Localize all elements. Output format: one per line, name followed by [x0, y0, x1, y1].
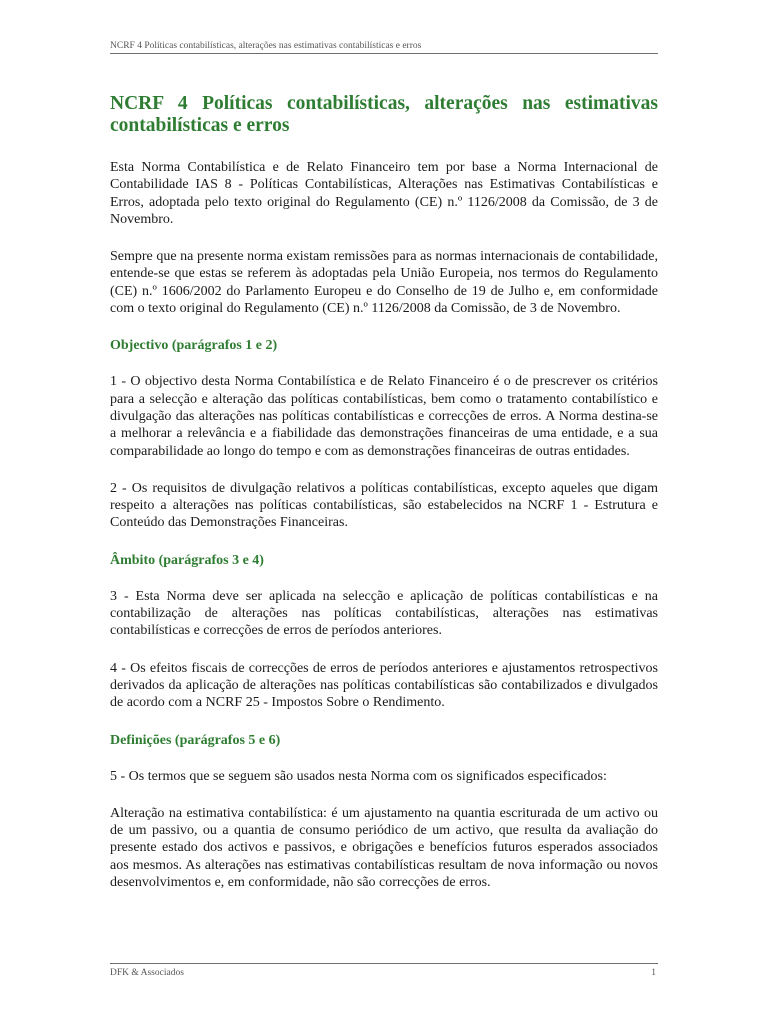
intro-paragraph-2: Sempre que na presente norma existam remissões para as normas internacionais de contabilidade, entende-se que estas se referem às adoptadas pela União Europeia, nos termos do Regulamento (CE) n.º 1606/2002 do Parlamento Europeu e do Conselho de 19 de Julho e, em conformidade com o texto original do Regulamento (CE) n.º 1126/2008 da Comissão, de 3 de Novembro.	[110, 249, 658, 317]
intro-paragraph-1: Esta Norma Contabilística e de Relato Financeiro tem por base a Norma Internacional de Contabilidade IAS 8 - Políticas Contabilísticas, Alterações nas Estimativas Contabilísticas e Erros, adoptada pelo texto original do Regulamento (CE) n.º 1126/2008 da Comissão, de 3 de Novembro.	[110, 160, 658, 227]
paragraph-4: 4 - Os efeitos fiscais de correcções de erros de períodos anteriores e ajustamentos retrospectivos derivados da aplicação de alterações nas políticas contabilísticas são contabilizados e divulgados de acordo com a NCRF 25 - Impostos Sobre o Rendimento.	[110, 660, 658, 711]
footer-company: DFK & Associados	[110, 968, 184, 978]
paragraph-1: 1 - O objectivo desta Norma Contabilística e de Relato Financeiro é o de prescrever os critérios para a selecção e alteração das políticas contabilísticas, bem como o tratamento contabilístico e divulgação das alterações nas políticas contabilísticas e correcções de erros. A Norma destina-se a melhorar a relevância e a fiabilidade das demonstrações financeiras de uma entidade, e a sua comparabilidade ao longo do tempo e com as demonstrações financeiras de outras entidades.	[110, 374, 658, 459]
document-page	[110, 0, 658, 1024]
document-body	[110, 93, 658, 911]
section-heading-objectivo: Objectivo (parágrafos 1 e 2)	[110, 338, 278, 354]
header-rule	[110, 53, 658, 54]
footer-rule	[110, 963, 658, 964]
section-heading-ambito: Âmbito (parágrafos 3 e 4)	[110, 552, 264, 568]
document-title: NCRF 4 Políticas contabilísticas, alterações nas estimativas contabilísticas e erros	[110, 93, 658, 136]
running-header: NCRF 4 Políticas contabilísticas, alterações nas estimativas contabilísticas e erros	[110, 41, 422, 51]
page-number: 1	[651, 968, 656, 978]
section-heading-definicoes: Definições (parágrafos 5 e 6)	[110, 732, 281, 748]
paragraph-2: 2 - Os requisitos de divulgação relativos a políticas contabilísticas, excepto aqueles que digam respeito a alterações nas políticas contabilísticas, são estabelecidos na NCRF 1 - Estrutura e Conteúdo das Demonstrações Financeiras.	[110, 480, 658, 531]
paragraph-5: 5 - Os termos que se seguem são usados nesta Norma com os significados especificados:	[110, 768, 607, 784]
definition-paragraph: Alteração na estimativa contabilística: é um ajustamento na quantia escriturada de um activo ou de um passivo, ou a quantia de consumo periódico de um activo, que resulta da avaliação do presente estado dos activos e passivos, e obrigações e benefícios futuros esperados associados aos mesmos. As alterações nas estimativas contabilísticas resultam de nova informação ou novos desenvolvimentos e, em conformidade, não são correcções de erros.	[110, 805, 658, 891]
paragraph-3: 3 - Esta Norma deve ser aplicada na selecção e aplicação de políticas contabilísticas e na contabilização de alterações nas políticas contabilísticas, alterações nas estimativas contabilísticas e correcções de erros de períodos anteriores.	[110, 588, 658, 639]
